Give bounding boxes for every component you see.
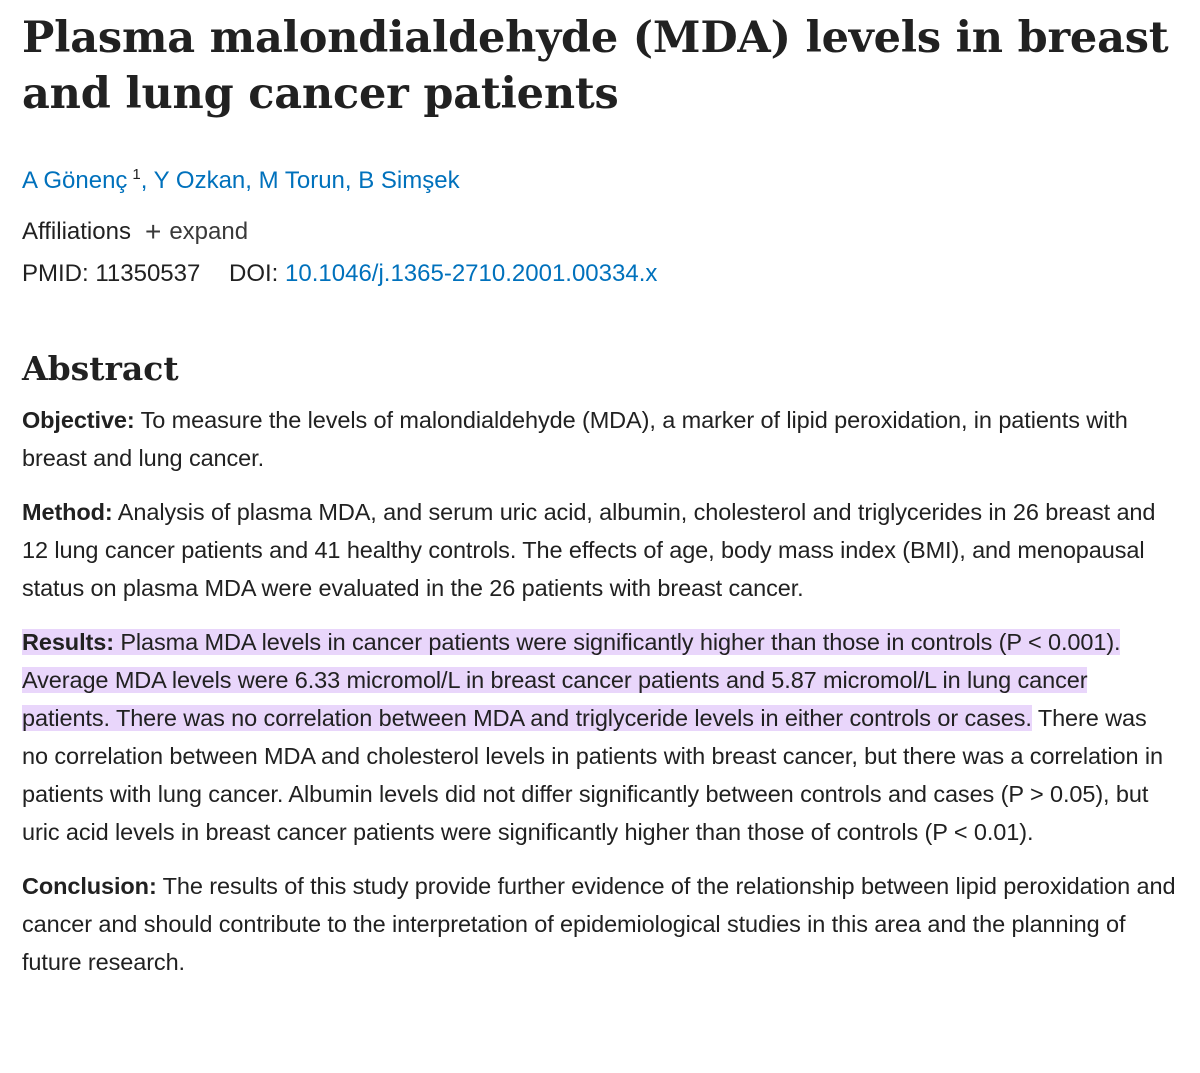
abstract-results (22, 623, 1178, 851)
author-link-torun[interactable]: M Torun (258, 167, 345, 194)
pmid-label: PMID: (22, 260, 89, 287)
pmid-value: 11350537 (95, 260, 201, 287)
objective-text: To measure the levels of malondialdehyde (MDA), a marker of lipid peroxidation, in patients with breast and lung cancer. (22, 407, 1128, 471)
author-list (22, 160, 1178, 194)
author-separator: , (140, 167, 154, 194)
conclusion-label: Conclusion: (22, 873, 157, 899)
affiliation-superscript[interactable]: 1 (132, 166, 141, 183)
abstract-heading: Abstract (22, 349, 179, 388)
doi-label: DOI: (229, 260, 279, 287)
author-separator: , (245, 167, 259, 194)
author-link-simsek[interactable]: B Simşek (358, 167, 460, 194)
author-link-gonenc[interactable]: A Gönenç (22, 167, 128, 194)
article-title: Plasma malondialdehyde (MDA) levels in breast and lung cancer patients (22, 13, 1169, 119)
plus-icon: + (144, 216, 162, 247)
conclusion-text: The results of this study provide further evidence of the relationship between lipid peroxidation and cancer and should contribute to the interpretation of epidemiological studies in this area and the planning of future research. (22, 873, 1176, 975)
identifiers-row (22, 259, 1178, 289)
author-link-ozkan[interactable]: Y Ozkan (153, 167, 246, 194)
objective-label: Objective: (22, 407, 135, 433)
abstract-method (22, 493, 1178, 607)
affiliations-expand-button[interactable] (145, 217, 248, 247)
abstract-conclusion (22, 867, 1178, 981)
results-text: There was no correlation between MDA and cholesterol levels in patients with breast cancer, but there was a correlation in patients with lung cancer. Albumin levels did not differ significantly between controls and cases (P > 0.05), but uric acid levels in breast cancer patients were significantly higher than those of controls (P < 0.01). (22, 705, 1163, 845)
results-highlighted-text: Plasma MDA levels in cancer patients were significantly higher than those in controls (P < 0.001). Average MDA levels were 6.33 micromol/L in breast cancer patients and 5.87 micromol/L in lung cancer patients. There was no correlation between MDA and triglyceride levels in either controls or cases. (22, 629, 1121, 731)
abstract-objective (22, 401, 1178, 477)
doi-link[interactable]: 10.1046/j.1365-2710.2001.00334.x (285, 260, 658, 287)
method-label: Method: (22, 499, 113, 525)
results-label: Results: (22, 629, 114, 655)
affiliations-row (22, 217, 1178, 247)
affiliations-label: Affiliations (22, 218, 131, 245)
results-highlight (22, 629, 1120, 731)
expand-label: expand (169, 218, 249, 245)
author-separator: , (344, 167, 359, 194)
method-text: Analysis of plasma MDA, and serum uric acid, albumin, cholesterol and triglycerides in 26 breast and 12 lung cancer patients and 41 healthy controls. The effects of age, body mass index (BMI), and menopausal status on plasma MDA were evaluated in the 26 patients with breast cancer. (22, 499, 1156, 601)
